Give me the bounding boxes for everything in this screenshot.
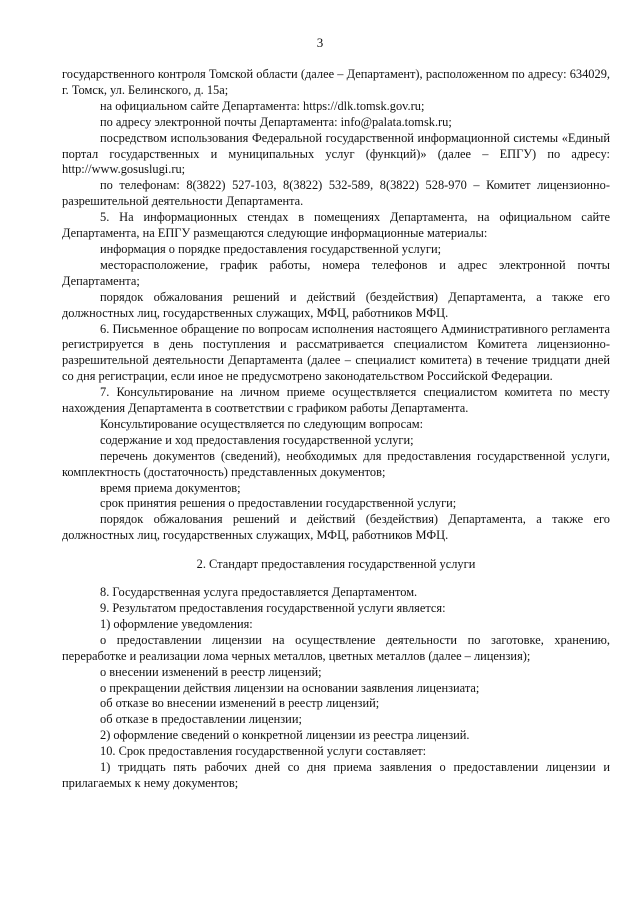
paragraph: время приема документов; [100,480,241,495]
paragraph: 1) тридцать пять рабочих дней со дня приема заявления о предоставлении лицензии и прилагаемых к нему документов; [62,760,610,790]
paragraph: 9. Результатом предоставления государственной услуги является: [100,601,446,615]
paragraph: о прекращении действия лицензии на основании заявления лицензиата; [100,680,480,695]
paragraph: содержание и ход предоставления государственной услуги; [100,432,414,447]
paragraph: государственного контроля Томской области (далее – Департамент), расположенном по адресу: 634029, г. Томск, ул. Белинского, д. 15а; [62,67,610,97]
paragraph: 1) оформление уведомления: [100,616,253,631]
page-number: 3 [316,35,324,50]
paragraph: об отказе во внесении изменений в реестр лицензий; [100,696,380,711]
paragraph: Консультирование осуществляется по следующим вопросам: [100,416,424,431]
paragraph: о предоставлении лицензии на осуществление деятельности по заготовке, хранению, переработке и реализации лома черных металлов, цветных металлов (далее – лицензия); [62,632,610,663]
paragraph: 5. На информационных стендах в помещениях Департамента, на официальном сайте Департамента, на ЕПГУ размещаются следующие информационные материалы: [62,210,610,241]
paragraph: по телефонам: 8(3822) 527-103, 8(3822) 532-589, 8(3822) 528-970 – Комитет лицензионно-разрешительной деятельности Департамента. [62,178,610,209]
document-body [62,67,610,792]
paragraph: месторасположение, график работы, номера телефонов и адрес электронной почты Департамента; [62,257,610,288]
paragraph: по адресу электронной почты Департамента: info@palata.tomsk.ru; [100,114,452,129]
paragraph: срок принятия решения о предоставлении государственной услуги; [100,496,457,511]
paragraph: об отказе в предоставлении лицензии; [100,712,302,727]
paragraph: о внесении изменений в реестр лицензий; [100,664,322,679]
paragraph: 8. Государственная услуга предоставляется Департаментом. [100,585,418,600]
paragraph: порядок обжалования решений и действий (бездействия) Департамента, а также его должностных лиц, государственных служащих, МФЦ, работников МФЦ. [62,289,610,320]
paragraph: порядок обжалования решений и действий (бездействия) Департамента, а также его должностных лиц, государственных служащих, МФЦ, работников МФЦ. [62,512,610,543]
paragraph: 10. Срок предоставления государственной услуги составляет: [100,744,427,759]
paragraph: 6. Письменное обращение по вопросам исполнения настоящего Административного регламента регистрируется в день поступления и рассматривается специалистом Комитета лицензионно-разрешительной деятельности Департамента (далее – специалист комитета) в течение тридцати дней со дня регистрации, если иное не предусмотрено законодательством Российской Федерации. [62,321,610,384]
paragraph: на официальном сайте Департамента: https://dlk.tomsk.gov.ru; [100,98,425,113]
paragraph: информация о порядке предоставления государственной услуги; [100,241,442,256]
section-heading: 2. Стандарт предоставления государственной услуги [196,557,476,572]
paragraph: перечень документов (сведений), необходимых для предоставления государственной услуги, комплектность (достаточность) представленных документов; [62,448,610,479]
paragraph: посредством использования Федеральной государственной информационной системы «Единый портал государственных и муниципальных услуг (функций)» (далее – ЕПГУ) по адресу: http://www.gosuslugi.ru; [62,130,610,177]
paragraph: 2) оформление сведений о конкретной лицензии из реестра лицензий. [100,728,470,743]
paragraph: 7. Консультирование на личном приеме осуществляется специалистом комитета по месту нахождения Департамента в соответствии с графиком работы Департамента. [62,385,610,416]
